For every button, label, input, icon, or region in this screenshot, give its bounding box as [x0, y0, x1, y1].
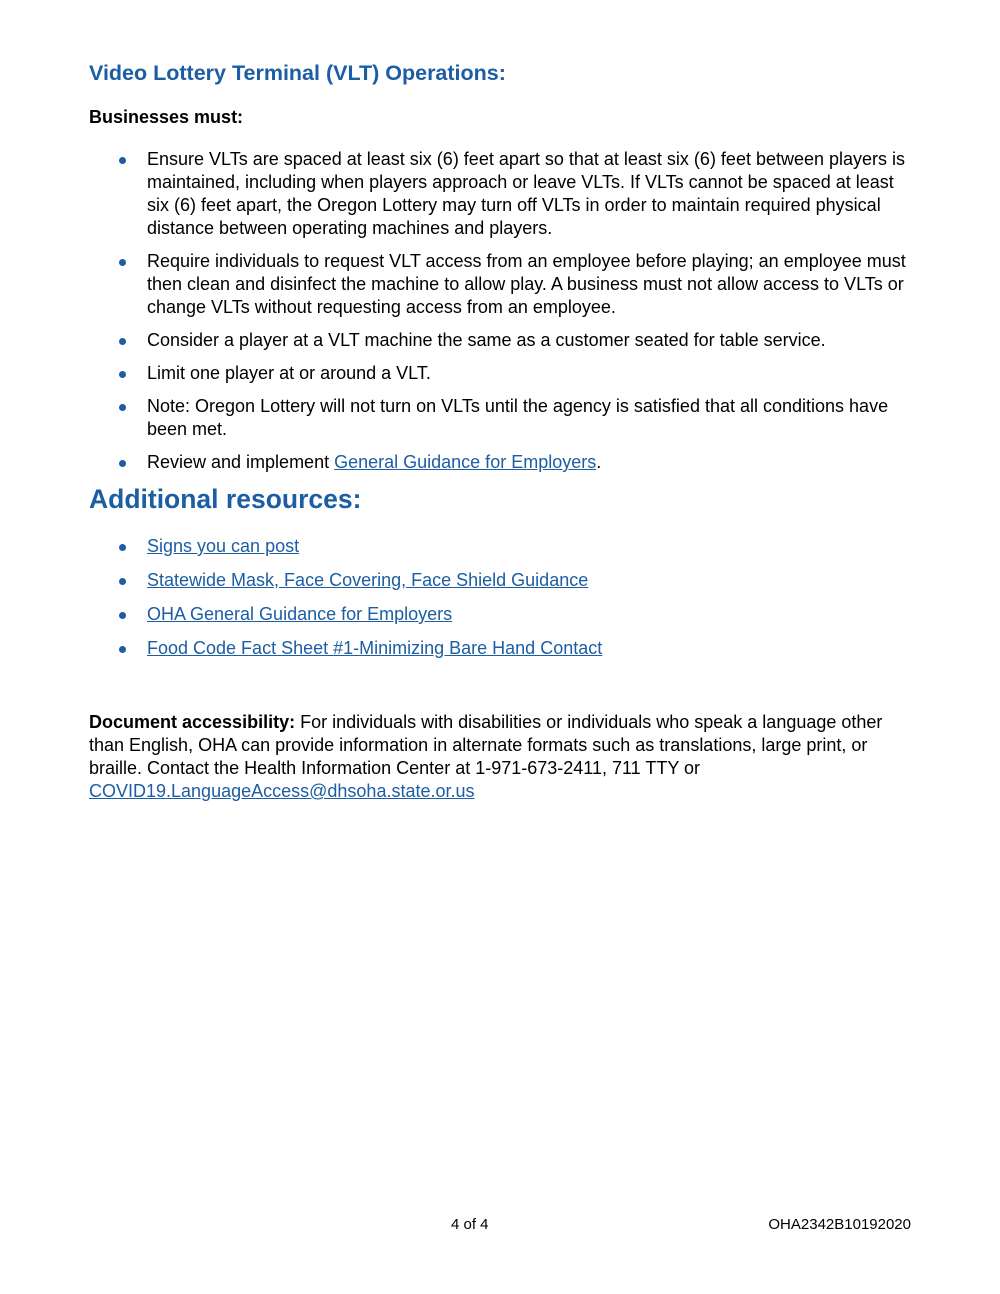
list-item-text: Note: Oregon Lottery will not turn on VLTs until the agency is satisfied that all conditions have been met. [147, 396, 889, 439]
list-item-text: Ensure VLTs are spaced at least six (6) feet apart so that at least six (6) feet between players is maintained, including when players approach or leave VLTs. If VLTs cannot be spaced at least six (6) feet apart, the Oregon Lottery may turn off VLTs in order to maintain required physical distance between operating machines and players. [147, 149, 906, 238]
bullet-icon [119, 460, 126, 467]
list-item [89, 148, 919, 240]
language-access-email-link[interactable]: COVID19.LanguageAccess@dhsoha.state.or.us [89, 781, 475, 801]
vlt-heading: Video Lottery Terminal (VLT) Operations: [89, 61, 506, 85]
accessibility-text: For individuals with disabilities or individuals who speak a language other than English, OHA can provide information in alternate formats such as translations, large print, or braille. Contact the Health Information Center at 1-971-673-2411, 711 TTY or [89, 712, 883, 778]
additional-resources-heading: Additional resources: [89, 484, 362, 514]
page-number: 4 of 4 [451, 1216, 489, 1233]
food-code-fact-sheet-link[interactable]: Food Code Fact Sheet #1-Minimizing Bare Hand Contact [147, 638, 603, 658]
accessibility-label: Document accessibility: [89, 712, 296, 732]
list-item-suffix: . [596, 452, 602, 472]
document-code: OHA2342B10192020 [768, 1216, 911, 1233]
bullet-icon [119, 338, 126, 345]
list-item [89, 535, 919, 558]
bullet-icon [119, 578, 126, 585]
bullet-icon [119, 646, 126, 653]
list-item [89, 395, 919, 441]
bullet-icon [119, 371, 126, 378]
oha-employer-guidance-link[interactable]: OHA General Guidance for Employers [147, 604, 453, 624]
list-item [89, 569, 919, 592]
list-item [89, 603, 919, 626]
general-guidance-link[interactable]: General Guidance for Employers [334, 452, 597, 472]
list-item [89, 329, 919, 352]
list-item [89, 250, 919, 319]
list-item [89, 362, 919, 385]
bullet-icon [119, 259, 126, 266]
vlt-requirements-list [89, 148, 919, 484]
bullet-icon [119, 612, 126, 619]
bullet-icon [119, 544, 126, 551]
bullet-icon [119, 404, 126, 411]
list-item-prefix: Review and implement [147, 452, 335, 472]
accessibility-paragraph [89, 711, 919, 803]
signs-link[interactable]: Signs you can post [147, 536, 300, 556]
list-item [89, 451, 919, 474]
bullet-icon [119, 157, 126, 164]
resources-list [89, 535, 919, 671]
list-item-text: Consider a player at a VLT machine the same as a customer seated for table service. [147, 330, 826, 350]
businesses-must-subheading: Businesses must: [89, 107, 244, 127]
list-item-text: Limit one player at or around a VLT. [147, 363, 431, 383]
list-item [89, 637, 919, 660]
list-item-text: Require individuals to request VLT access from an employee before playing; an employee must then clean and disinfect the machine to allow play. A business must not allow access to VLTs or change VLTs without requesting access from an employee. [147, 251, 906, 317]
mask-guidance-link[interactable]: Statewide Mask, Face Covering, Face Shield Guidance [147, 570, 589, 590]
